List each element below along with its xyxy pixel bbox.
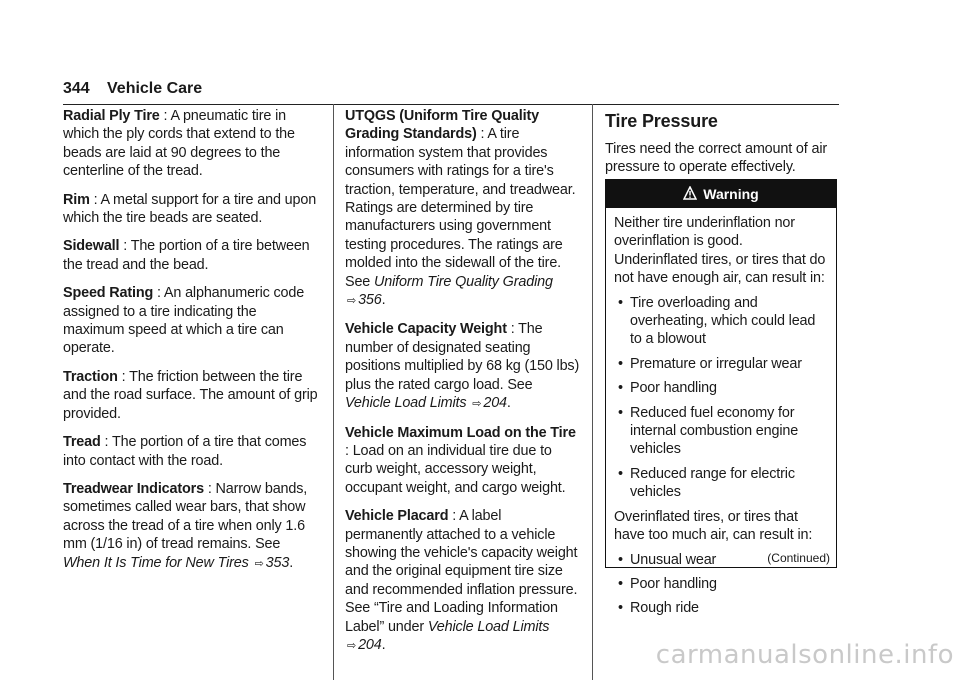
term: Vehicle Capacity Weight [345,321,507,338]
separator: : [117,368,130,385]
column-divider [592,104,593,680]
separator: : [476,126,488,143]
warning-header [606,180,836,208]
term: Vehicle Placard [345,508,449,525]
separator: : [345,442,353,459]
list-item: • Reduced range for electric vehicles [614,465,828,502]
definition-tread [63,433,321,470]
list-item: • Premature or irregular wear [614,355,828,373]
watermark: carmanualsonline.info [655,640,954,670]
definition-utqgs [345,107,581,310]
page-arrow-icon: ⇨ [347,295,357,308]
reference-page[interactable]: 356 [358,292,382,309]
term: Speed Rating [63,285,154,302]
right-column [605,110,839,187]
left-column [63,107,321,583]
list-item: • Tire overloading and overheating, which could lead to a blowout [614,294,828,349]
middle-column [345,107,581,665]
term: UTQGS (Uniform Tire Quality Grading Standards) [345,108,539,143]
separator: : [119,238,131,255]
term: Vehicle Maximum Load on the Tire [345,424,576,441]
list-item: • Poor handling [614,575,828,593]
section-heading: Tire Pressure [605,111,718,131]
separator: : [506,321,519,338]
page-header [63,80,839,105]
period: . [381,292,386,309]
page-arrow-icon: ⇨ [472,398,482,411]
definition-vehicle-capacity-weight [345,320,581,413]
separator: : [203,480,216,497]
section-title: Vehicle Care [107,80,203,97]
definition-vehicle-placard [345,507,581,655]
warning-triangle-icon [683,186,697,203]
definition-speed-rating [63,284,321,358]
period: . [381,636,386,653]
term: Tread [63,434,101,451]
list-item: • Unusual wear [614,551,828,569]
reference-page[interactable]: 204 [483,395,507,412]
definition-text: The portion of a tire between the tread and the bead. [63,238,310,273]
definition-text: A label permanently attached to a vehicle showing the vehicle's capacity weight and the original equipment tire size and recommended inflation pressure. See “Tire and Loading Information Label” under [345,508,578,635]
warning-paragraph: Overinflated tires, or tires that have too much air, can result in: [614,508,813,544]
separator: : [89,191,101,208]
definition-text: A tire information system that provides consumers with ratings for a tire's traction, temperature, and treadwear. Ratings are determined by tire manufacturers using government testing procedures. The ratings are molded into the sidewall of the tire. See [345,126,576,290]
page-arrow-icon: ⇨ [347,639,357,652]
column-divider [333,104,334,680]
separator: : [100,434,112,451]
period: . [289,554,294,571]
definition-text: The portion of a tire that comes into contact with the road. [63,434,307,469]
reference-page[interactable]: 204 [358,636,382,653]
term: Radial Ply Tire [63,108,160,124]
definition-text: Load on an individual tire due to curb weight, accessory weight, occupant weight, and cargo weight. [345,442,566,496]
term: Rim [63,191,90,208]
separator: : [153,285,164,302]
cross-reference-link[interactable]: Uniform Tire Quality Grading [374,273,553,290]
intro-text: Tires need the correct amount of air pressure to operate effectively. [605,141,828,176]
cross-reference-link[interactable]: When It Is Time for New Tires [63,554,249,571]
term: Sidewall [63,238,120,255]
separator: : [448,508,460,525]
term: Traction [63,368,118,385]
definition-text: The friction between the tire and the road surface. The amount of grip provided. [63,368,318,422]
warning-title: Warning [703,186,759,202]
definition-text: An alphanumeric code assigned to a tire indicating the maximum speed at which a tire can operate. [63,285,305,357]
page-number: 344 [63,80,90,97]
page-arrow-icon: ⇨ [254,557,264,570]
list-item: • Reduced fuel economy for internal combustion engine vehicles [614,404,828,459]
continued-label: (Continued) [767,551,830,565]
definition-rim [63,191,321,228]
cross-reference-link[interactable]: Vehicle Load Limits [427,618,550,635]
warning-paragraph: Neither tire underinflation nor overinflation is good. Underinflated tires, or tires that do not have enough air, can result in: [614,215,826,287]
definition-text: A pneumatic tire in which the ply cords that extend to the beads are laid at 90 degrees to the centerline of the tread. [63,108,295,180]
definition-text: Narrow bands, sometimes called wear bars, that show across the tread of a tire when only 1.6 mm (1/16 in) of tread remains. See [63,480,308,553]
cross-reference-link[interactable]: Vehicle Load Limits [345,395,467,412]
definition-traction [63,368,321,423]
underinflation-list [614,294,828,502]
definition-sidewall [63,237,321,274]
list-item: • Poor handling [614,379,828,397]
definition-radial-ply-tire [63,107,321,181]
definition-vehicle-maximum-load [345,424,581,498]
reference-page[interactable]: 353 [265,554,290,571]
separator: : [159,108,171,124]
definition-text: A metal support for a tire and upon which the tire beads are seated. [63,191,317,227]
list-item: • Rough ride [614,599,828,617]
definition-text: The number of designated seating positions multiplied by 68 kg (150 lbs) plus the rated cargo load. See [345,321,580,393]
definition-treadwear-indicators [63,480,321,573]
period: . [506,395,511,412]
term: Treadwear Indicators [63,480,204,497]
warning-box [605,179,837,617]
